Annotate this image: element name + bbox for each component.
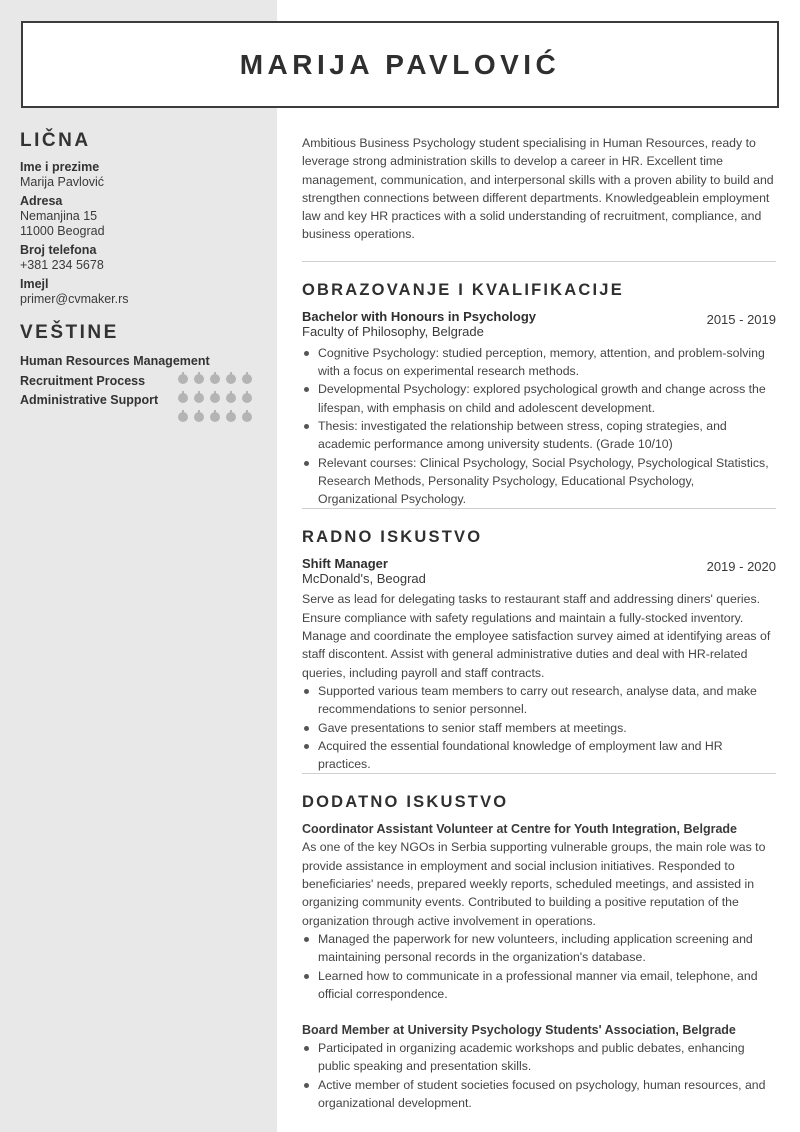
list-item: Supported various team members to carry out research, analyse data, and make recommendations to senior personnel. — [302, 682, 776, 719]
sidebar — [20, 130, 260, 411]
rating-dot-icon — [194, 412, 204, 422]
rating-dot-icon — [194, 374, 204, 384]
profile-summary: Ambitious Business Psychology student specialising in Human Resources, ready to leverage strong administration skills to develop a career in HR. Excellent time management, communication, and interpersonal skills with a proven ability to build and strengthen connections between different departments. Knowledgeablein employment law and key HR practices with a solid understanding of recruitment, compliance, and business operations. — [302, 136, 774, 242]
additional-entry-bullets — [302, 930, 776, 1003]
candidate-name: MARIJA PAVLOVIĆ — [239, 48, 561, 80]
info-value: Marija Pavlović — [20, 175, 105, 189]
rating-dot-icon — [178, 412, 188, 422]
info-name — [20, 160, 260, 190]
rating-dot-icon — [210, 393, 220, 403]
additional-entry-bullets — [302, 1039, 776, 1112]
info-address — [20, 194, 260, 239]
work-description: Serve as lead for delegating tasks to restaurant staff and addressing diners' queries. Ensure compliance with safety regulations and maintain a fully-stocked inventory. Manage and coordinate the employee satisfaction survey aimed at identifying areas of staff discontent. Assist with general administrative duties and deal with HR-related queries, including payroll and staff contracts. — [302, 592, 771, 680]
rating-dot-icon — [178, 374, 188, 384]
skill-item: Human Resources Management — [20, 354, 210, 368]
education-entry-header — [302, 309, 776, 339]
work-entry-header — [302, 556, 776, 586]
personal-heading: LIČNA — [20, 130, 91, 151]
info-email — [20, 277, 260, 307]
main-content — [302, 134, 776, 1112]
skill-item: Recruitment Process — [20, 373, 146, 388]
rating-dot-icon — [242, 393, 252, 403]
additional-section — [302, 793, 776, 1112]
skills-heading: VEŠTINE — [20, 322, 119, 343]
list-item: Acquired the essential foundational knowledge of employment law and HR practices. — [302, 737, 776, 774]
skill-list — [20, 352, 260, 411]
rating-dot-icon — [210, 412, 220, 422]
rating-dot-icon — [194, 393, 204, 403]
info-value: +381 234 5678 — [20, 258, 104, 272]
rating-dot-icon — [226, 412, 236, 422]
list-item: Managed the paperwork for new volunteers, including application screening and maintaining personal records in the organization's database. — [302, 930, 776, 967]
skill-rating-row — [178, 407, 252, 426]
list-item: Developmental Psychology: explored psychological growth and change across the lifespan, with emphasis on child and adolescent development. — [302, 380, 776, 417]
additional-entry-title: Coordinator Assistant Volunteer at Centre for Youth Integration, Belgrade — [302, 822, 737, 837]
info-label: Broj telefona — [20, 243, 97, 257]
work-heading: RADNO ISKUSTVO — [302, 528, 483, 547]
rating-dot-icon — [210, 374, 220, 384]
rating-dot-icon — [226, 393, 236, 403]
education-dates: 2015 - 2019 — [706, 311, 776, 327]
rating-dot-icon — [242, 412, 252, 422]
name-header-box — [21, 21, 779, 108]
list-item: Active member of student societies focused on psychology, human resources, and organizational development. — [302, 1076, 776, 1113]
work-bullets — [302, 682, 776, 773]
work-section — [302, 528, 776, 773]
divider — [302, 508, 776, 509]
education-section — [302, 281, 776, 509]
list-item: Relevant courses: Clinical Psychology, Social Psychology, Psychological Statistics, Research Methods, Personality Psychology, Educational Psychology, Organizational Psychology. — [302, 454, 776, 509]
info-value: primer@cvmaker.rs — [20, 292, 129, 306]
rating-dot-icon — [178, 393, 188, 403]
list-item: Participated in organizing academic workshops and public debates, enhancing public speaking and presentation skills. — [302, 1039, 776, 1076]
info-value: Nemanjina 15 — [20, 209, 98, 223]
job-title: Shift Manager — [302, 556, 388, 572]
company: McDonald's, Beograd — [302, 571, 426, 587]
list-item: Gave presentations to senior staff members at meetings. — [302, 719, 776, 737]
info-label: Ime i prezime — [20, 160, 100, 174]
education-heading: OBRAZOVANJE I KVALIFIKACIJE — [302, 280, 624, 299]
skill-rating-row — [178, 388, 252, 407]
education-bullets — [302, 344, 776, 509]
info-value: 11000 Beograd — [20, 224, 105, 238]
rating-dot-icon — [242, 374, 252, 384]
additional-entry-description: As one of the key NGOs in Serbia supporting vulnerable groups, the main role was to provide assistance in employment and social inclusion initiatives. Responded to beneficiaries' needs, prepared weekly reports, scheduled meetings, and assisted in organizing community events. Contributed to building a positive reputation of the organization through active involvement in operations. — [302, 840, 766, 928]
institution: Faculty of Philosophy, Belgrade — [302, 323, 484, 339]
additional-heading: DODATNO ISKUSTVO — [302, 793, 509, 812]
info-phone — [20, 243, 260, 273]
degree-title: Bachelor with Honours in Psychology — [302, 308, 537, 324]
skill-item: Administrative Support — [20, 393, 159, 407]
work-dates: 2019 - 2020 — [706, 559, 776, 575]
divider — [302, 261, 776, 262]
list-item: Thesis: investigated the relationship between stress, coping strategies, and academic performance among university students. (Grade 10/10) — [302, 417, 776, 454]
info-label: Imejl — [20, 277, 49, 291]
list-item: Cognitive Psychology: studied perception, memory, attention, and problem-solving with a focus on experimental research methods. — [302, 344, 776, 381]
skill-rating-dots — [178, 369, 252, 426]
skill-rating-row — [178, 369, 252, 388]
list-item: Learned how to communicate in a professional manner via email, telephone, and official correspondence. — [302, 967, 776, 1004]
divider — [302, 773, 776, 774]
info-label: Adresa — [20, 194, 63, 208]
additional-entry-title: Board Member at University Psychology Students' Association, Belgrade — [302, 1023, 736, 1038]
rating-dot-icon — [226, 374, 236, 384]
